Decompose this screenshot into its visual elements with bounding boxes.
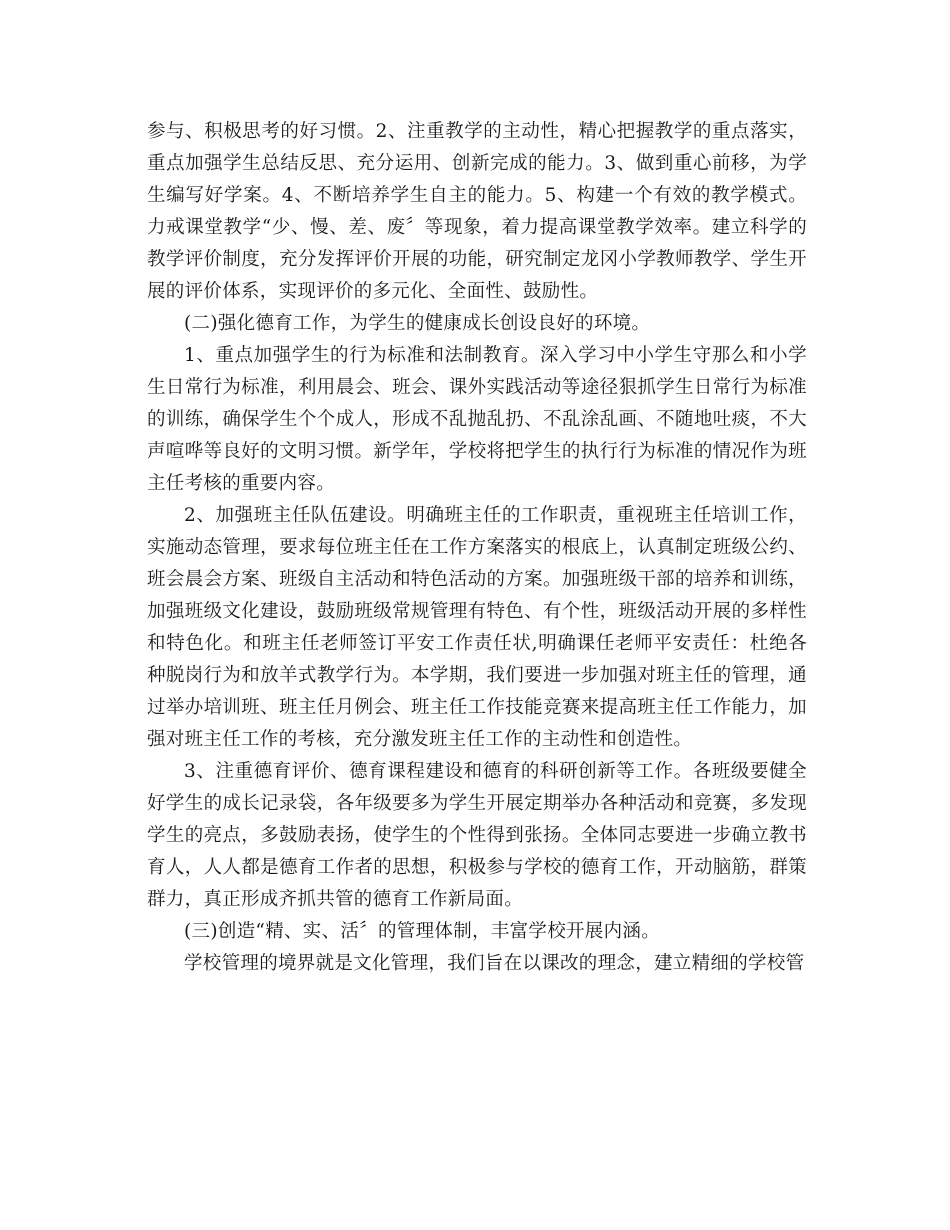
paragraph-class-teacher-team: 2、加强班主任队伍建设。明确班主任的工作职责，重视班主任培训工作，实施动态管理，要求每位班主任在工作方案落实的根底上，认真制定班级公约、班会晨会方案、班级自主活动和特色活动的方案。加强班级干部的培养和训练，加强班级文化建设，鼓励班级常规管理有特色、有个性，班级活动开展的多样性和特色化。和班主任老师签订平安工作责任状,明确课任老师平安责任：杜绝各种脱岗行为和放羊式教学行为。本学期，我们要进一步加强对班主任的管理，通过举办培训班、班主任月例会、班主任工作技能竞赛来提高班主任工作能力，加强对班主任工作的考核，充分激发班主任工作的主动性和创造性。 [147,505,807,750]
paragraph-teaching-habits: 参与、积极思考的好习惯。2、注重教学的主动性，精心把握教学的重点落实，重点加强学生总结反思、充分运用、创新完成的能力。3、做到重心前移，为学生编写好学案。4、不断培养学生自主的能力。5、构建一个有效的教学模式。力戒课堂教学“少、慢、差、废〞等现象，着力提高课堂教学效率。建立科学的教学评价制度，充分发挥评价开展的功能，研究制定龙冈小学教师教学、学生开展的评价体系，实现评价的多元化、全面性、鼓励性。 [147,121,807,302]
heading-management-system: (三)创造“精、实、活〞的管理体制，丰富学校开展内涵。 [184,921,660,942]
paragraph-culture-management: 学校管理的境界就是文化管理，我们旨在以课改的理念，建立精细的学校管 [184,953,805,974]
paragraph-behavior-standards: 1、重点加强学生的行为标准和法制教育。深入学习中小学生守那么和小学生日常行为标准，利用晨会、班会、课外实践活动等途径狠抓学生日常行为标准的训练，确保学生个个成人，形成不乱抛乱扔、不乱涂乱画、不随地吐痰，不大声喧哗等良好的文明习惯。新学年，学校将把学生的执行行为标准的情况作为班主任考核的重要内容。 [147,345,807,494]
heading-moral-education: (二)强化德育工作，为学生的健康成长创设良好的环境。 [184,313,651,334]
paragraph-moral-evaluation: 3、注重德育评价、德育课程建设和德育的科研创新等工作。各班级要健全好学生的成长记录袋，各年级要多为学生开展定期举办各种活动和竞赛，多发现学生的亮点，多鼓励表扬，使学生的个性得到张扬。全体同志要进一步确立教书育人，人人都是德育工作者的思想，积极参与学校的德育工作，开动脑筋，群策群力，真正形成齐抓共管的德育工作新局面。 [147,761,807,910]
document-body [147,116,807,980]
